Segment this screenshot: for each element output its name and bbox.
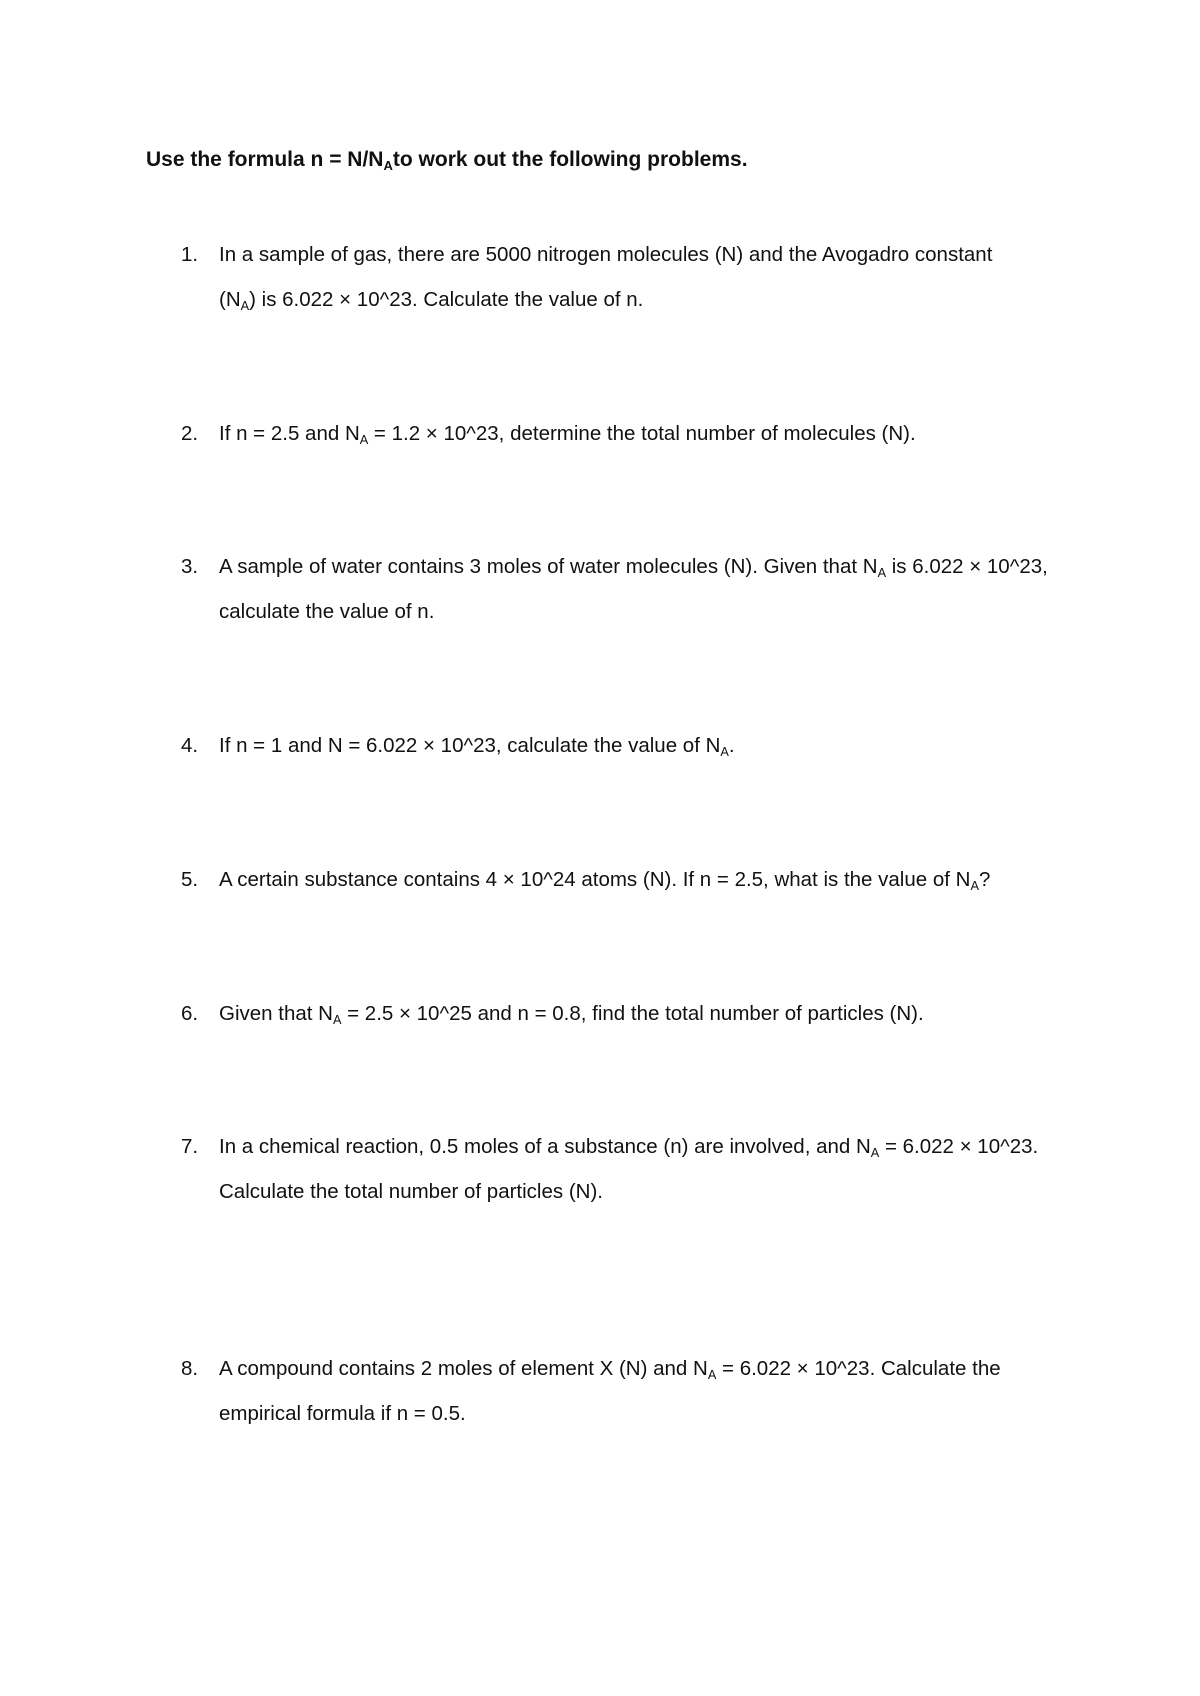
question-3 bbox=[181, 544, 1081, 634]
question-text bbox=[219, 232, 1081, 322]
question-number: 7. bbox=[181, 1135, 199, 1158]
question-5 bbox=[181, 857, 1081, 902]
question-text bbox=[219, 411, 1081, 456]
question-number: 2. bbox=[181, 422, 199, 445]
question-text-part: (N bbox=[219, 288, 241, 311]
question-text-part: = 6.022 × 10^23. Calculate the empirical formula if n = 0.5. bbox=[219, 1357, 1001, 1425]
subscript: A bbox=[720, 743, 729, 759]
question-text-part: is 6.022 × 10^23, calculate the value of n. bbox=[219, 555, 1048, 623]
heading-prefix: Use the formula n = N/N bbox=[146, 148, 384, 171]
question-text-part: A certain substance contains 4 × 10^24 atoms (N). If n = 2.5, what is the value of N bbox=[219, 868, 971, 891]
question-text-part: ) is 6.022 × 10^23. Calculate the value of n. bbox=[249, 288, 644, 311]
question-4 bbox=[181, 723, 1081, 768]
subscript: A bbox=[359, 431, 369, 447]
question-text-part: = 6.022 × 10^23. Calculate the total number of particles (N). bbox=[219, 1135, 1039, 1203]
subscript: A bbox=[870, 1144, 880, 1160]
question-text-part: In a chemical reaction, 0.5 moles of a substance (n) are involved, and N bbox=[219, 1135, 871, 1158]
question-text-part: . bbox=[728, 734, 735, 757]
question-number: 6. bbox=[181, 1002, 199, 1025]
question-text bbox=[219, 544, 1081, 634]
question-text bbox=[219, 1346, 1081, 1436]
question-text-part: If n = 1 and N = 6.022 × 10^23, calculate the value of N bbox=[219, 734, 721, 757]
question-8 bbox=[181, 1346, 1081, 1436]
question-text-part: = 2.5 × 10^25 and n = 0.8, find the total number of particles (N). bbox=[341, 1002, 924, 1025]
subscript: A bbox=[707, 1366, 717, 1382]
question-text bbox=[219, 1124, 1081, 1214]
question-text-part: = 1.2 × 10^23, determine the total number of molecules (N). bbox=[368, 422, 916, 445]
question-number: 5. bbox=[181, 868, 199, 891]
question-text bbox=[219, 857, 1081, 902]
question-text bbox=[219, 723, 1081, 768]
question-text-part: Given that N bbox=[219, 1002, 333, 1025]
question-text bbox=[219, 991, 1081, 1036]
question-number: 1. bbox=[181, 243, 199, 266]
question-text-part: If n = 2.5 and N bbox=[219, 422, 360, 445]
question-text-part: A sample of water contains 3 moles of water molecules (N). Given that N bbox=[219, 555, 878, 578]
question-text-part: ? bbox=[978, 868, 991, 891]
question-number: 4. bbox=[181, 734, 199, 757]
question-number: 8. bbox=[181, 1357, 199, 1380]
subscript: A bbox=[877, 564, 887, 580]
question-6 bbox=[181, 991, 1081, 1036]
question-1 bbox=[181, 232, 1081, 322]
question-7 bbox=[181, 1124, 1081, 1214]
question-2 bbox=[181, 411, 1081, 456]
heading-subscript: A bbox=[383, 157, 393, 173]
subscript: A bbox=[970, 877, 979, 893]
subscript: A bbox=[332, 1011, 342, 1027]
worksheet-heading bbox=[146, 146, 1086, 174]
question-text-part: In a sample of gas, there are 5000 nitrogen molecules (N) and the Avogadro constant bbox=[219, 243, 993, 266]
question-text-part: A compound contains 2 moles of element X (N) and N bbox=[219, 1357, 708, 1380]
subscript: A bbox=[240, 297, 250, 313]
heading-suffix: to work out the following problems. bbox=[392, 148, 748, 171]
question-number: 3. bbox=[181, 555, 199, 578]
